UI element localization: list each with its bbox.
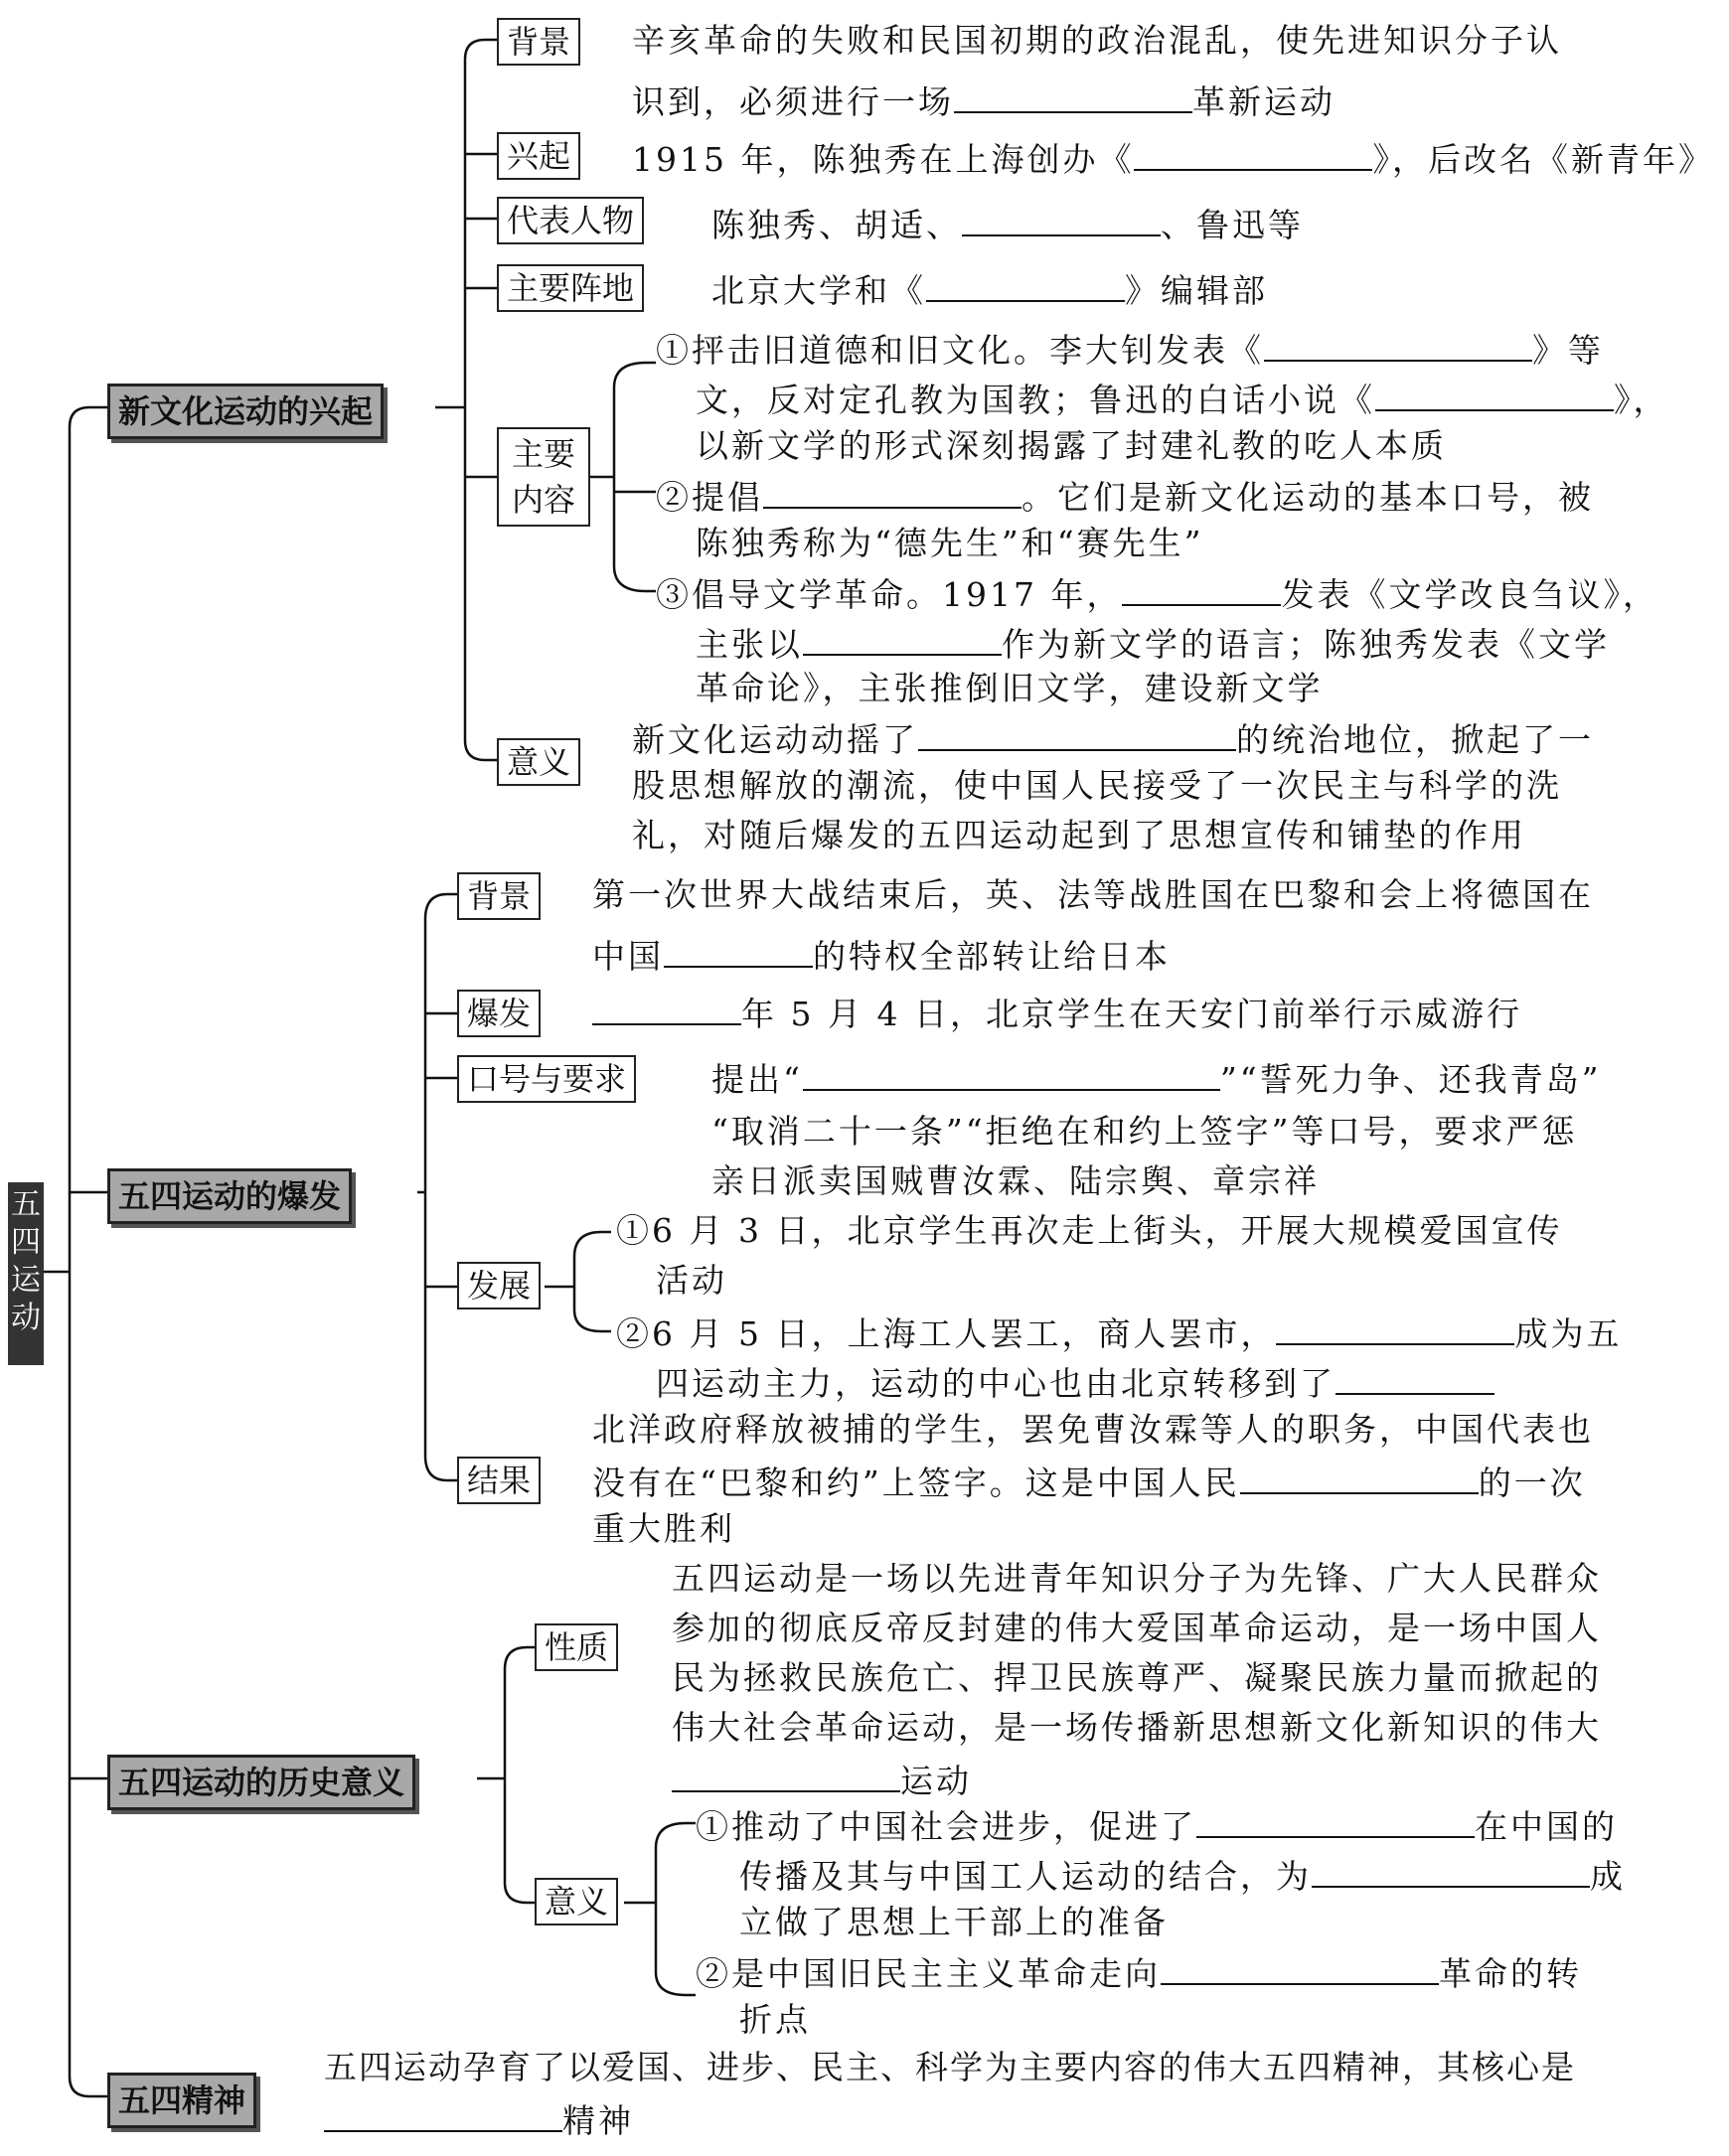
root-node: 五四运动 — [8, 1182, 44, 1365]
label-nature: 性质 — [535, 1623, 618, 1671]
blank[interactable] — [954, 74, 1192, 113]
blank[interactable] — [1312, 1848, 1590, 1888]
result-line3: 重大胜利 — [592, 1509, 735, 1548]
blank[interactable] — [1375, 372, 1614, 411]
blank[interactable] — [664, 928, 813, 968]
slogan-line3: 亲日派卖国贼曹汝霖、陆宗舆、章宗祥 — [711, 1161, 1320, 1200]
base-line: 北京大学和《 》编辑部 — [711, 262, 1268, 316]
sig1-line1: 新文化运动动摇了 的统治地位，掀起了一 — [632, 711, 1594, 765]
dev1-line2: 活动 — [656, 1261, 727, 1300]
content2-line1: ②提倡 。它们是新文化运动的基本口号，被 — [656, 469, 1594, 523]
meaning1-line2: 传播及其与中国工人运动的结合，为 成 — [739, 1848, 1626, 1902]
nature-line4: 伟大社会革命运动，是一场传播新思想新文化新知识的伟大 — [672, 1708, 1602, 1747]
people-line: 陈独秀、胡适、 、鲁迅等 — [711, 197, 1304, 250]
blank[interactable] — [1240, 1455, 1479, 1494]
content1-line2: 文，反对定孔教为国教；鲁迅的白话小说《 》， — [696, 372, 1669, 425]
blank[interactable] — [592, 986, 741, 1025]
slogan-line1: 提出“ ”“誓死力争、还我青岛” — [711, 1051, 1602, 1105]
label-result: 结果 — [457, 1457, 541, 1504]
content3-line1: ③倡导文学革命。1917 年， 发表《文学改良刍议》， — [656, 566, 1658, 620]
content1-line1: ①抨击旧道德和旧文化。李大钊发表《 》等 — [656, 322, 1604, 376]
label-significance-3: 意义 — [535, 1878, 618, 1925]
rise-line: 1915 年，陈独秀在上海创办《 》，后改名《新青年》 — [632, 131, 1714, 185]
spirit-line2: 精神 — [324, 2092, 634, 2146]
label-development: 发展 — [457, 1262, 541, 1309]
blank[interactable] — [763, 469, 1022, 509]
meaning2-line2: 折点 — [739, 2000, 811, 2039]
content1-line3: 以新文学的形式深刻揭露了封建礼教的吃人本质 — [696, 426, 1447, 465]
label-representatives: 代表人物 — [497, 197, 644, 244]
dev2-line1: ②6 月 5 日，上海工人罢工，商人罢市， 成为五 — [616, 1306, 1622, 1359]
label-background-1: 背景 — [497, 18, 580, 66]
slogan-line2: “取消二十一条”“拒绝在和约上签字”等口号，要求严惩 — [711, 1112, 1578, 1151]
result-line2: 没有在“巴黎和约”上签字。这是中国人民 的一次 — [592, 1455, 1586, 1508]
blank[interactable] — [324, 2092, 562, 2132]
label-outbreak: 爆发 — [457, 990, 541, 1037]
branch-may-fourth-outbreak: 五四运动的爆发 — [107, 1168, 352, 1224]
branch-may-fourth-spirit: 五四精神 — [107, 2073, 256, 2128]
label-background-2: 背景 — [457, 872, 541, 920]
sig1-line3: 礼，对随后爆发的五四运动起到了思想宣传和铺垫的作用 — [632, 816, 1526, 854]
nature-line2: 参加的彻底反帝反封建的伟大爱国革命运动，是一场中国人 — [672, 1609, 1602, 1647]
nature-line3: 民为拯救民族危亡、捍卫民族尊严、凝聚民族力量而掀起的 — [672, 1658, 1602, 1697]
blank[interactable] — [1336, 1355, 1494, 1395]
dev1-line1: ①6 月 3 日，北京学生再次走上街头，开展大规模爱国宣传 — [616, 1211, 1563, 1250]
meaning1-line3: 立做了思想上干部上的准备 — [739, 1903, 1169, 1941]
label-significance-1: 意义 — [497, 738, 580, 786]
branch-historical-significance: 五四运动的历史意义 — [107, 1755, 415, 1810]
label-main-content: 主要内容 — [497, 427, 590, 527]
blank[interactable] — [1196, 1798, 1475, 1838]
nature-line5: 运动 — [672, 1753, 972, 1806]
outbreak-line: 年 5 月 4 日，北京学生在天安门前举行示威游行 — [592, 986, 1522, 1039]
blank[interactable] — [1161, 1945, 1439, 1985]
blank[interactable] — [1264, 322, 1532, 362]
sig1-line2: 股思想解放的潮流，使中国人民接受了一次民主与科学的洗 — [632, 766, 1562, 805]
bg1-line2: 识到，必须进行一场 革新运动 — [632, 74, 1336, 127]
branch-new-culture: 新文化运动的兴起 — [107, 384, 384, 439]
result-line1: 北洋政府释放被捕的学生，罢免曹汝霖等人的职务，中国代表也 — [592, 1410, 1594, 1449]
content2-line2: 陈独秀称为“德先生”和“赛先生” — [696, 524, 1204, 562]
meaning1-line1: ①推动了中国社会进步，促进了 在中国的 — [696, 1798, 1618, 1852]
meaning2-line1: ②是中国旧民主主义革命走向 革命的转 — [696, 1945, 1582, 1999]
blank[interactable] — [926, 262, 1125, 302]
blank[interactable] — [1122, 566, 1281, 606]
bg1-line1: 辛亥革命的失败和民国初期的政治混乱，使先进知识分子认 — [632, 21, 1562, 60]
label-slogans: 口号与要求 — [457, 1055, 636, 1103]
label-rise: 兴起 — [497, 132, 580, 180]
blank[interactable] — [803, 616, 1002, 656]
blank[interactable] — [803, 1051, 1220, 1091]
blank[interactable] — [962, 197, 1161, 236]
content3-line3: 革命论》，主张推倒旧文学，建设新文学 — [696, 669, 1324, 707]
bg2-line2: 中国 的特权全部转让给日本 — [592, 928, 1171, 982]
bg2-line1: 第一次世界大战结束后，英、法等战胜国在巴黎和会上将德国在 — [592, 875, 1594, 914]
blank[interactable] — [1276, 1306, 1514, 1345]
content3-line2: 主张以 作为新文学的语言；陈独秀发表《文学 — [696, 616, 1610, 670]
nature-line1: 五四运动是一场以先进青年知识分子为先锋、广大人民群众 — [672, 1559, 1602, 1598]
spirit-line1: 五四运动孕育了以爱国、进步、民主、科学为主要内容的伟大五四精神，其核心是 — [324, 2048, 1576, 2086]
label-main-base: 主要阵地 — [497, 264, 644, 312]
blank[interactable] — [672, 1753, 900, 1792]
dev2-line2: 四运动主力，运动的中心也由北京转移到了 — [656, 1355, 1494, 1409]
blank[interactable] — [918, 711, 1236, 751]
blank[interactable] — [1134, 131, 1372, 171]
